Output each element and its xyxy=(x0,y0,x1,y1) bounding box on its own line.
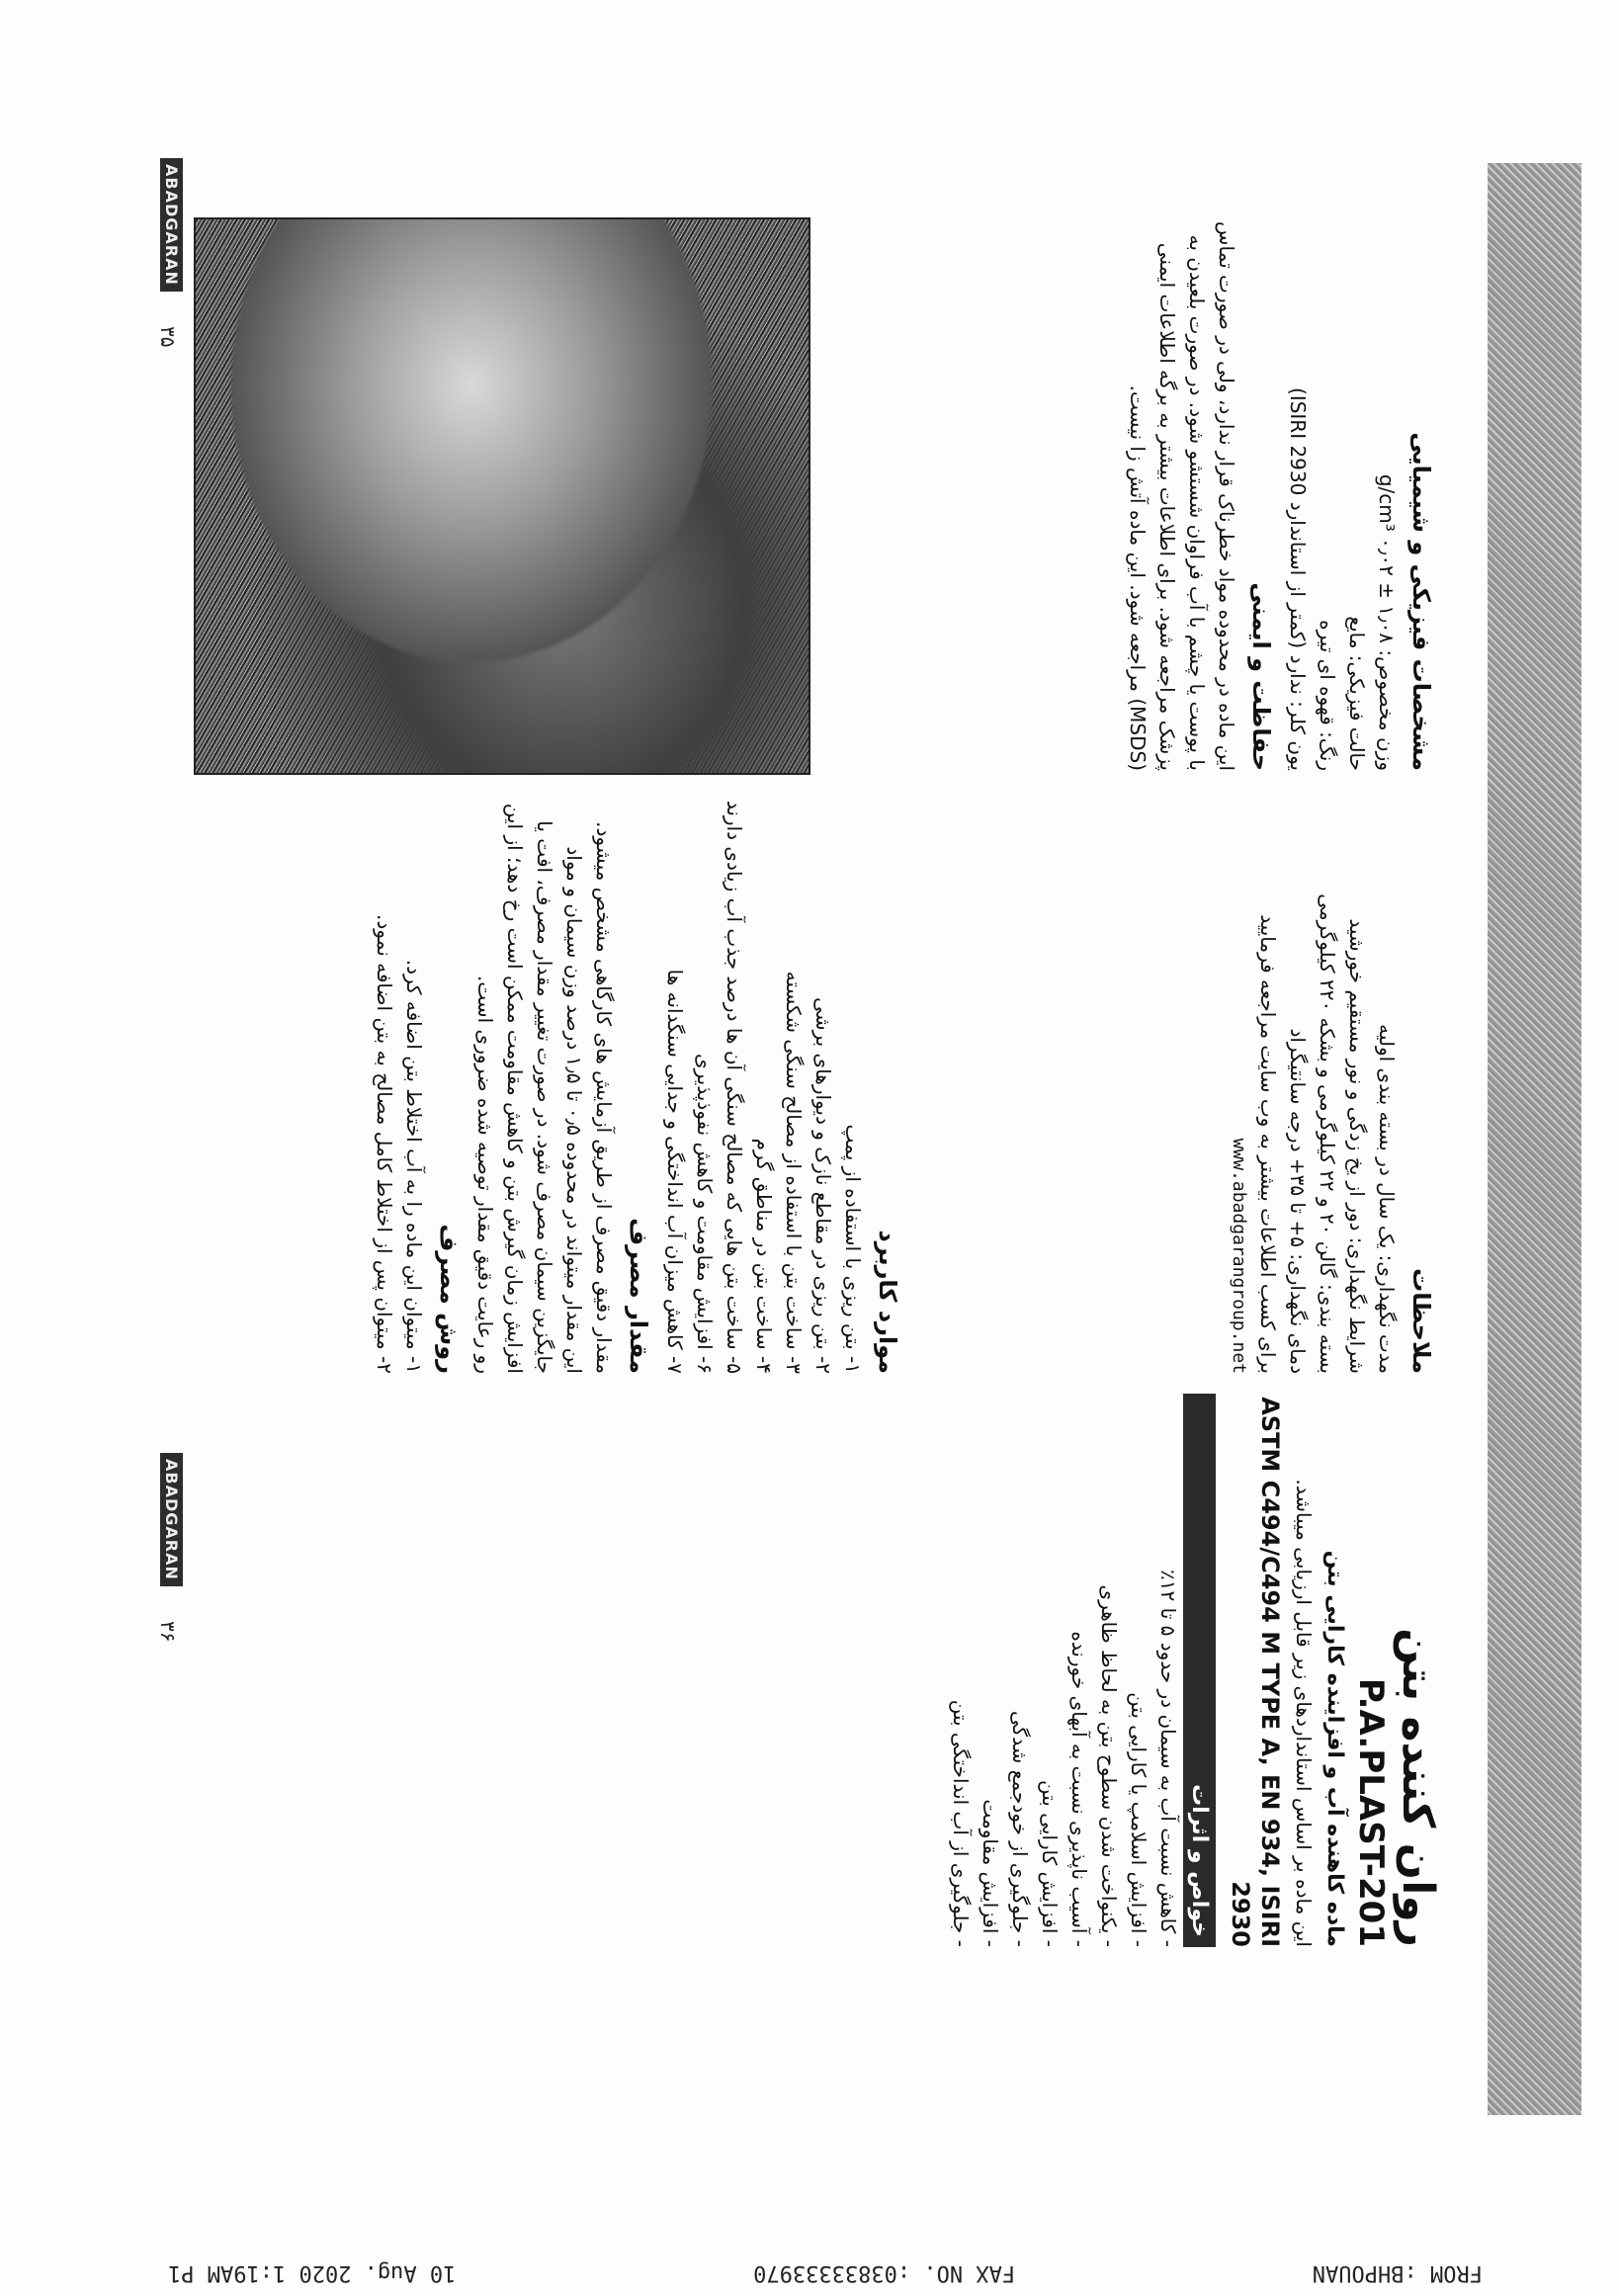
uses-column xyxy=(158,791,909,1374)
page-number-right: ۳۶ xyxy=(156,1621,180,1643)
fax-from: FROM :BHPOUAN xyxy=(1312,2260,1483,2285)
property-item: - یکنواخت شدن سطوح بتن به لحاظ ظاهری xyxy=(1097,1584,1121,1947)
properties-list xyxy=(946,1394,1183,1947)
product-title: روان کننده بتن xyxy=(1393,1628,1443,1947)
note-item: شرایط نگهداری: دور از یخ زدگی و نور مستقیم خورشید xyxy=(1345,918,1369,1374)
product-lead-2: این ماده بر اساس استانداردهای زیر قابل ارزیابی میباشد. xyxy=(1292,1479,1316,1947)
notes-url: www.abadgarangroup.net xyxy=(1229,1138,1249,1374)
property-item: - جلوگیری از خودجمع شدگی xyxy=(1008,1710,1032,1947)
use-item: ۱- بتن ریزی با استفاده از پمپ xyxy=(841,1124,865,1374)
page-number-left: ۳۵ xyxy=(156,326,180,348)
notes-list xyxy=(1283,791,1402,1374)
physical-list xyxy=(1283,217,1402,771)
use-item: ۲- بتن ریزی در مقاطع نازک و دیوارهای برشی xyxy=(811,997,835,1374)
safety-text: این ماده در محدوده مواد خطرناک قرار ندارد، ولی در صورت تماس با پوست یا چشم با آب فراوان شستشو شود. در صورت بلعیدن به پزشک مراجعه شود. برای اطلاعات بیشتر به برگه اطلاعات ایمنی (MSDS) مراجعه شود. این ماده آتش زا نیست. xyxy=(1126,221,1238,771)
specs-column xyxy=(830,217,1443,771)
property-item: - کاهش نسبت آب به سیمان در حدود ۵ تا ۱۲٪ xyxy=(1156,1570,1180,1947)
method-list xyxy=(370,791,429,1374)
notes-column xyxy=(929,791,1443,1374)
scan-edge-band xyxy=(1488,163,1581,2115)
uses-list xyxy=(660,791,868,1374)
brand-logo-right: ABADGARAN xyxy=(160,1453,183,1586)
product-code: P.A.PLAST-201 xyxy=(1351,1677,1391,1947)
method-item: ۱- میتوان این ماده را به آب اختلاط بتن اضافه کرد. xyxy=(402,959,426,1374)
dosage-heading: مقدار مصرف xyxy=(625,1218,652,1374)
note-item: بسته بندی: گالن ۲۰ و ۲۲ کیلوگرمی و بشکه ۲۲۰ کیلوگرمی xyxy=(1316,893,1339,1374)
physical-item: وزن مخصوص: ۱٫۰۸ ± ۰٫۰۲ g/cm³ xyxy=(1375,473,1399,771)
properties-heading: خواص و اثرات xyxy=(1183,1394,1216,1947)
physical-heading: مشخصات فیزیکی و شیمیایی xyxy=(1407,432,1435,771)
product-lead: ماده کاهنده آب و افزاینده کارایی بتن xyxy=(1322,1550,1347,1947)
use-item: ۴- ساخت بتن در مناطق گرم xyxy=(752,1138,776,1374)
property-item: - آسیب ناپذیری نسبت به آبهای خورنده xyxy=(1067,1631,1091,1947)
note-item: مدت نگهداری: یک سال در بسته بندی اولیه xyxy=(1375,1024,1399,1374)
use-item: ۶- افزایش مقاومت و کاهش نفوذپذیری xyxy=(693,1053,717,1374)
physical-item: رنگ: قهوه ای تیره xyxy=(1316,620,1339,771)
fax-number: FAX NO. :03833333970 xyxy=(753,2260,1016,2285)
use-item: ۷- کاهش میزان آب انداختگی و جدایی سنگدانه ها xyxy=(663,969,687,1374)
uses-heading: موارد کاربرد xyxy=(874,1230,901,1374)
fax-header xyxy=(168,2252,1483,2285)
property-item: - افزایش اسلامپ یا کارایی بتن xyxy=(1127,1692,1150,1947)
property-item: - افزایش مقاومت xyxy=(979,1799,1002,1947)
fax-datetime: 10 Aug. 2020 1:19AM P1 xyxy=(168,2260,457,2285)
physical-item: یون کلر: ندارد (کمتر از استاندارد ISIRI 2930) xyxy=(1286,387,1310,771)
method-heading: روش مصرف xyxy=(435,1224,463,1374)
notes-heading: ملاحظات xyxy=(1407,1268,1435,1374)
use-item: ۳- ساخت بتن با استفاده از مصالح سنگی شکسته xyxy=(782,971,806,1374)
rotated-datasheet-page xyxy=(138,138,1463,2021)
physical-item: حالت فیزیکی: مایع xyxy=(1345,616,1369,771)
property-item: - جلوگیری از آب انداختگی بتن xyxy=(949,1699,973,1947)
notes-contact: برای کسب اطلاعات بیشتر به وب سایت مراجعه فرمایید xyxy=(1256,914,1280,1374)
property-item: - افزایش کارایی بتن xyxy=(1038,1780,1062,1947)
method-item: ۲- میتوان پس از اختلاط کامل مصالح به بتن اضافه نمود. xyxy=(373,914,396,1374)
note-item: دمای نگهداری: ۵+ تا ۳۵+ درجه سانتیگراد xyxy=(1286,1028,1310,1374)
product-column xyxy=(158,1394,1443,1947)
concrete-pour-photo xyxy=(194,217,810,775)
product-standards: ASTM C494/C494 M TYPE A, EN 934, ISIRI 2930 xyxy=(1227,1397,1284,1947)
dosage-text: مقدار دقیق مصرف از طریق آزمایش های کارگاهی مشخص میشود. این مقدار میتواند در محدوده ۰٫۵ تا ۱٫۵ درصد وزن سیمان و مواد جایگزین سیمان مصرف شود. در صورت تغییر مقدار مصرف، افت یا افزایش زمان گیرش بتن و کاهش مقاومت ممکن است رخ دهد؛ از این رو رعایت دقیق مقدار توصیه شده ضروری است. xyxy=(473,803,616,1374)
safety-heading: حفاظت و ایمنی xyxy=(1247,582,1275,771)
brand-logo-left: ABADGARAN xyxy=(160,158,183,292)
use-item: ۵- ساخت بتن هایی که مصالح سنگی آن ها درصد جذب آب زیادی دارند xyxy=(723,800,746,1374)
